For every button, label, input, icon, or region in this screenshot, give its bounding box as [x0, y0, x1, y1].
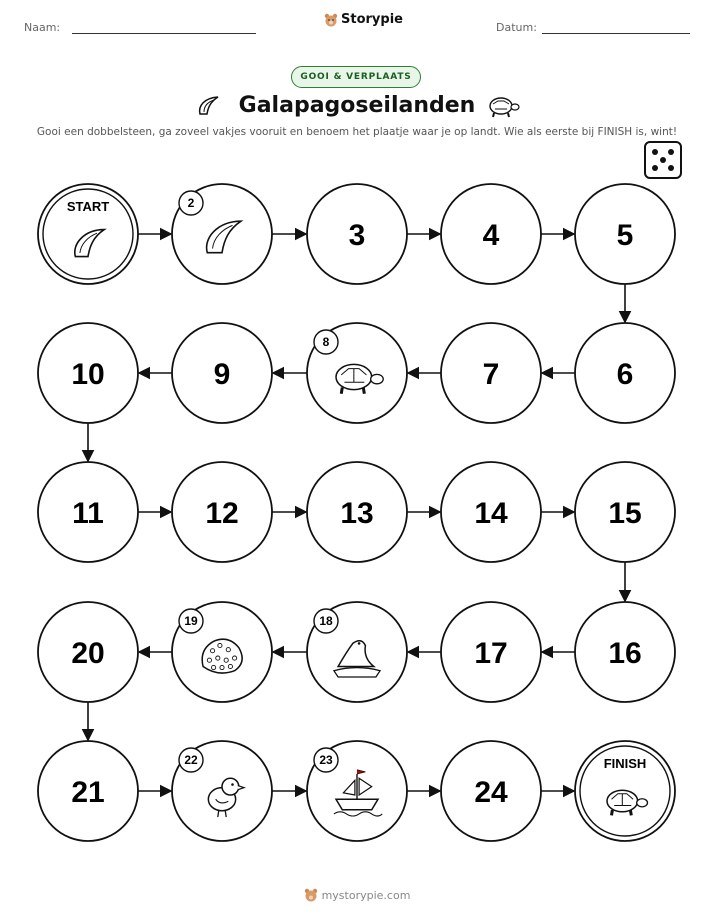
board-cell-17 — [441, 602, 541, 702]
cell-number: 5 — [616, 219, 634, 252]
cell-number: 2 — [187, 196, 195, 210]
footer-url: mystorypie.com — [321, 888, 411, 902]
board-cell-6 — [575, 323, 675, 423]
cell-number: 20 — [71, 637, 105, 670]
start-label: START — [66, 199, 110, 214]
board-cell-20 — [38, 602, 138, 702]
board-cell-14 — [441, 462, 541, 562]
board-cell-25 — [575, 741, 675, 841]
board-cell-5 — [575, 184, 675, 284]
board-cell-24 — [441, 741, 541, 841]
game-type-badge: GOOI & VERPLAATS — [291, 66, 421, 88]
lava-rock-icon — [202, 639, 242, 673]
board-cell-4 — [441, 184, 541, 284]
cell-number: 13 — [340, 497, 374, 530]
cell-number: 15 — [608, 497, 642, 530]
finish-label: FINISH — [603, 756, 647, 771]
cell-number: 17 — [474, 637, 508, 670]
board-cell-13 — [307, 462, 407, 562]
board-cell-23 — [307, 741, 407, 841]
board-cell-18 — [307, 602, 407, 702]
board-cell-3 — [307, 184, 407, 284]
cell-number: 3 — [348, 219, 366, 252]
board-cell-16 — [575, 602, 675, 702]
cell-number: 21 — [71, 776, 105, 809]
cell-number: 4 — [482, 219, 500, 252]
board-cell-9 — [172, 323, 272, 423]
cell-number: 12 — [205, 497, 239, 530]
brand-name: Storypie — [341, 12, 403, 27]
board-cell-15 — [575, 462, 675, 562]
cell-number: 6 — [616, 358, 634, 391]
cell-number: 7 — [482, 358, 500, 391]
cell-number: 18 — [319, 614, 333, 628]
board-cell-19 — [172, 602, 272, 702]
cell-number: 8 — [322, 335, 330, 349]
board-cell-1 — [38, 184, 138, 284]
cell-number: 22 — [184, 753, 198, 767]
instructions: Gooi een dobbelsteen, ga zoveel vakjes vooruit en benoem het plaatje waar je op landt. Wie als eerste bij FINISH is, wint! — [36, 126, 678, 138]
board-cell-12 — [172, 462, 272, 562]
board-cell-10 — [38, 323, 138, 423]
cell-number: 16 — [608, 637, 642, 670]
cell-number: 23 — [319, 753, 333, 767]
cell-number: 24 — [474, 776, 508, 809]
board-cell-11 — [38, 462, 138, 562]
cell-number: 9 — [213, 358, 231, 391]
storypie-bear-icon — [304, 888, 318, 902]
board-cell-21 — [38, 741, 138, 841]
cell-number: 11 — [72, 497, 104, 530]
board-cell-2 — [172, 184, 272, 284]
cell-number: 14 — [474, 497, 508, 530]
cell-number: 19 — [184, 614, 198, 628]
cell-number: 10 — [71, 358, 105, 391]
board-cell-8 — [307, 323, 407, 423]
board-cell-22 — [172, 741, 272, 841]
page-title: Galapagoseilanden — [238, 93, 476, 118]
board-cell-7 — [441, 323, 541, 423]
date-label: Datum: — [496, 21, 537, 34]
name-label: Naam: — [24, 21, 61, 34]
footer — [0, 888, 714, 902]
